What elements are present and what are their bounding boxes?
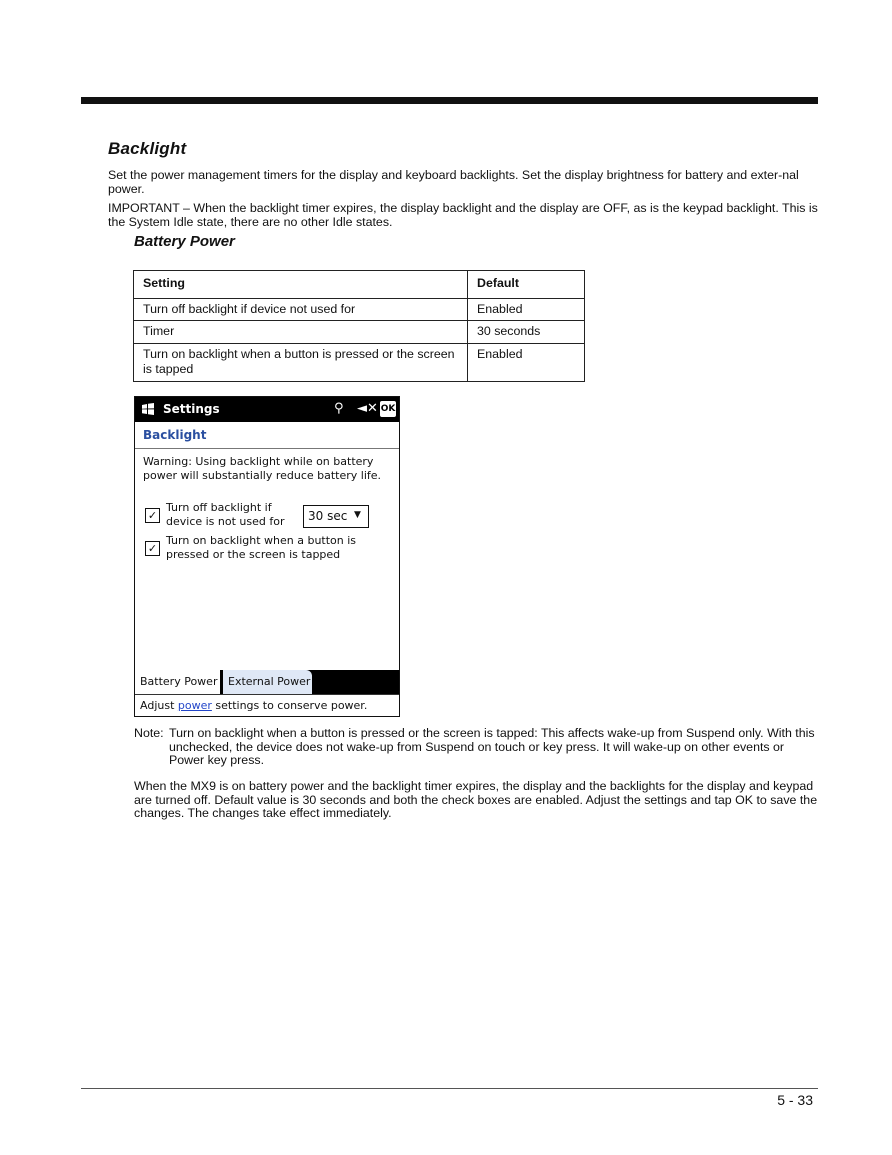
divider: [135, 448, 399, 449]
footer-prefix: Adjust: [140, 699, 178, 712]
settings-table: [133, 270, 585, 382]
page-number: 5 - 33: [777, 1092, 813, 1108]
table-header-row: [134, 271, 585, 299]
battery-warning: Warning: Using backlight while on battery power will substantially reduce battery life.: [143, 455, 382, 482]
table-cell: Turn on backlight when a button is pressed or the screen is tapped: [134, 343, 468, 381]
tab-external-power[interactable]: External Power: [223, 670, 312, 694]
table-row: [134, 298, 585, 321]
footer-suffix: settings to conserve power.: [211, 699, 368, 712]
turn-on-backlight-label: Turn on backlight when a button is pressed or the screen is tapped: [166, 534, 357, 561]
connectivity-icon[interactable]: ⚲: [334, 401, 344, 416]
device-title: Settings: [163, 402, 220, 416]
table-row: [134, 343, 585, 381]
device-screenshot: [134, 396, 400, 717]
table-cell: Turn off backlight if device not used for: [134, 298, 468, 321]
closing-paragraph: When the MX9 is on battery power and the backlight timer expires, the display and the backlights for the display and keypad are turned off. Default value is 30 seconds and both the check boxes are enabled. Adjust the settings and tap OK to save the changes. The changes take effect immediately.: [134, 779, 818, 821]
table-header-setting: Setting: [134, 271, 468, 299]
note-text: Turn on backlight when a button is pressed or the screen is tapped: This affects wake-up from Suspend only. With this unchecked, the device does not wake-up from Suspend on touch or key press. It will wake-up on other events or Power key press.: [169, 726, 815, 768]
volume-muted-icon[interactable]: ◄✕: [357, 401, 378, 416]
section-title: Backlight: [108, 139, 187, 158]
device-page-title: Backlight: [143, 428, 207, 442]
turn-on-backlight-checkbox[interactable]: [145, 541, 160, 556]
ok-button[interactable]: OK: [380, 401, 396, 417]
table-row: [134, 321, 585, 344]
tab-bar: [135, 670, 399, 694]
turn-off-backlight-label: Turn off backlight if device is not used for: [166, 501, 285, 528]
timer-select-value: 30 sec: [308, 509, 348, 523]
table-cell: Timer: [134, 321, 468, 344]
table-header-default: Default: [468, 271, 585, 299]
timer-select[interactable]: [303, 505, 369, 528]
device-title-bar: [135, 397, 399, 422]
checkmark-icon: ✓: [147, 509, 158, 522]
tab-battery-power[interactable]: Battery Power: [135, 670, 220, 694]
note-label: Note:: [134, 726, 164, 740]
turn-off-backlight-checkbox[interactable]: [145, 508, 160, 523]
chevron-down-icon: ▼: [354, 510, 361, 520]
checkmark-icon: ✓: [147, 542, 158, 555]
subsection-title: Battery Power: [134, 233, 235, 250]
power-settings-link[interactable]: power: [177, 699, 212, 712]
intro-paragraph: Set the power management timers for the display and keyboard backlights. Set the display brightness for battery and exter-nal power.: [108, 168, 799, 196]
divider: [135, 694, 399, 695]
bottom-rule: [81, 1088, 818, 1089]
important-paragraph: IMPORTANT – When the backlight timer expires, the display backlight and the display are OFF, as is the keypad backlight. This is the System Idle state, there are no other Idle states.: [108, 201, 818, 229]
top-rule: [81, 97, 818, 104]
windows-start-icon[interactable]: [141, 402, 155, 416]
table-cell: Enabled: [468, 343, 585, 381]
device-footer: [140, 699, 367, 712]
table-cell: Enabled: [468, 298, 585, 321]
table-cell: 30 seconds: [468, 321, 585, 344]
